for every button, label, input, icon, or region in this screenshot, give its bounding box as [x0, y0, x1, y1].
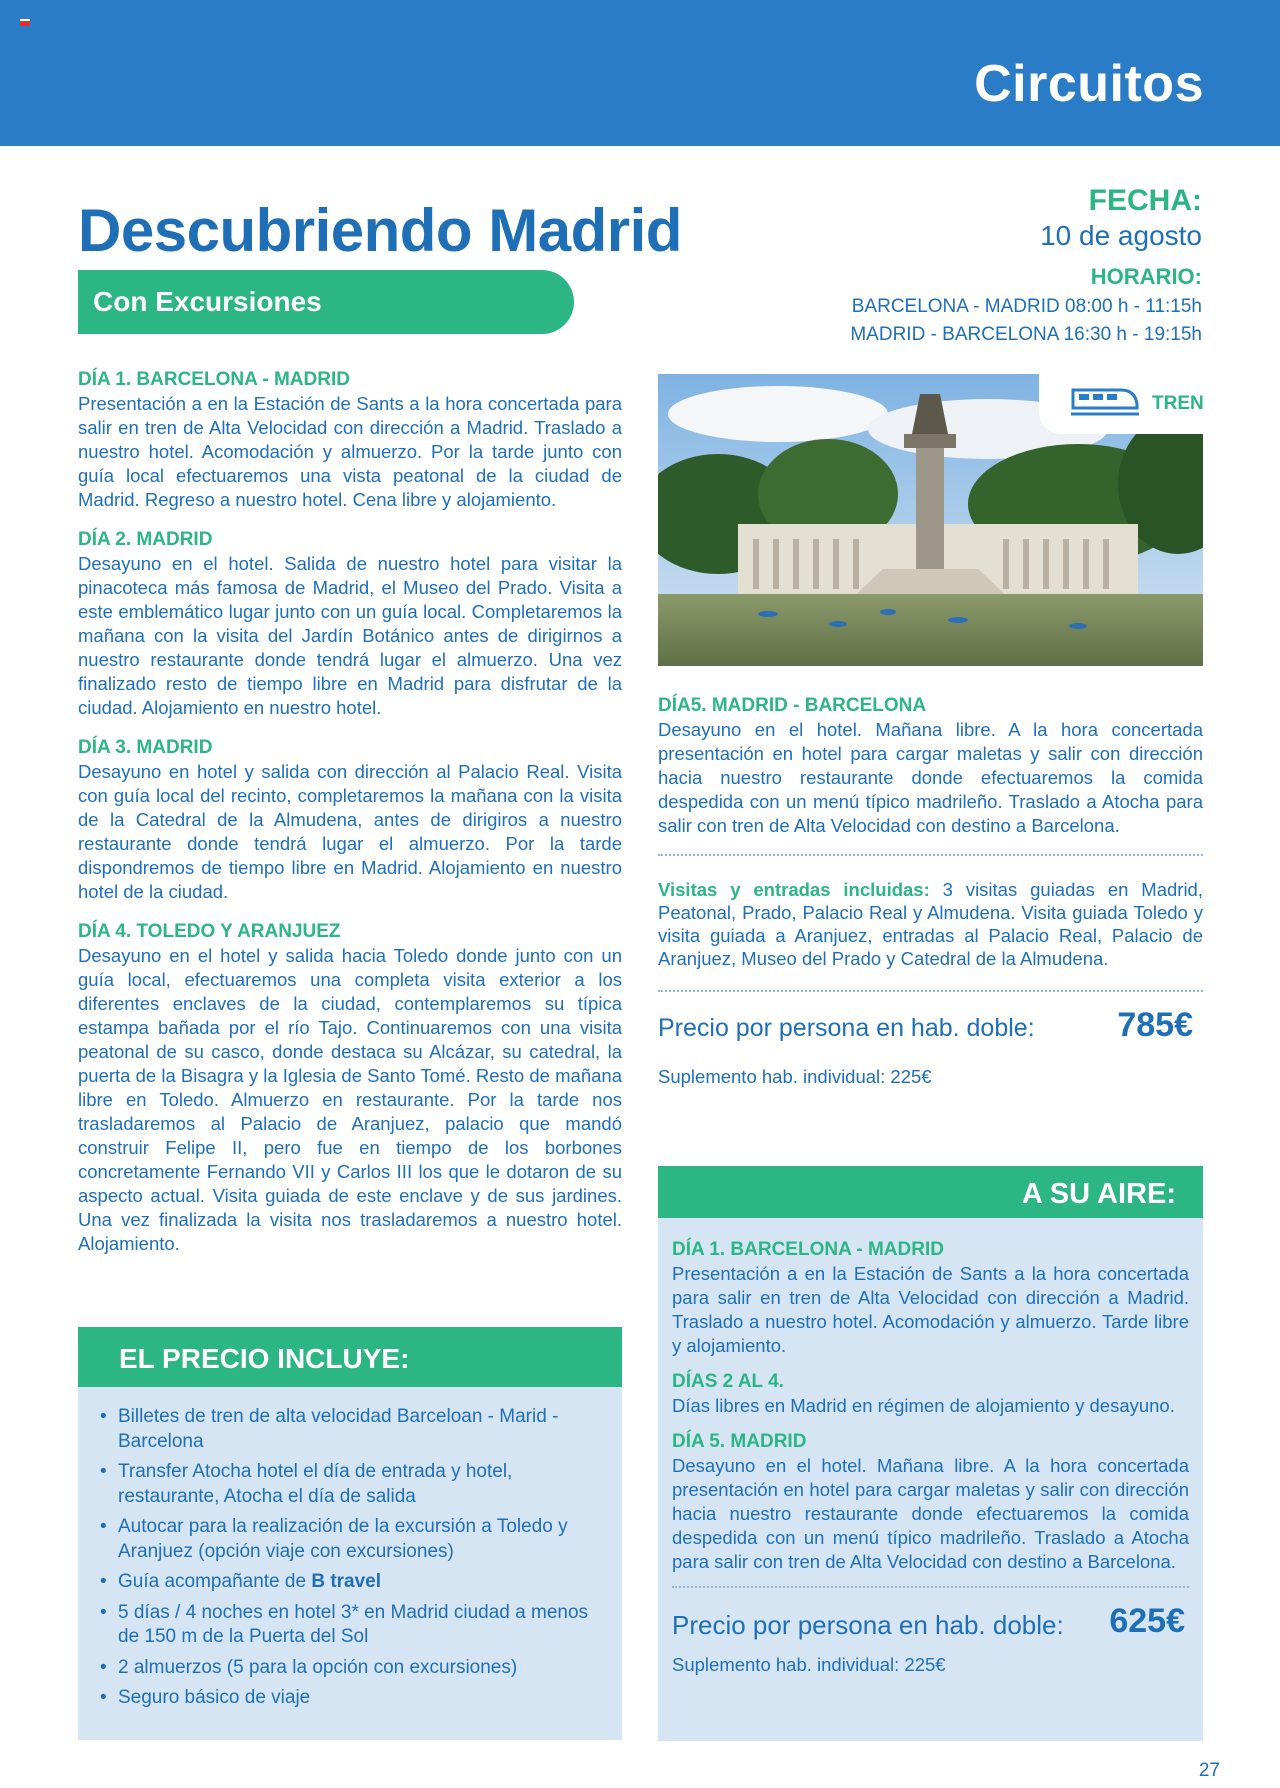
day-block	[672, 1370, 1189, 1418]
horario-line: BARCELONA - MADRID 08:00 h - 11:15h	[851, 296, 1202, 317]
a-su-aire-header	[658, 1166, 1203, 1218]
supplement-text: Suplemento hab. individual: 225€	[658, 1066, 932, 1087]
day-title: DÍAS 2 AL 4.	[672, 1371, 784, 1392]
visits-included	[658, 878, 1203, 970]
divider	[658, 854, 1203, 856]
flag-icon	[20, 19, 30, 26]
day-block	[672, 1238, 1189, 1358]
day-text: Desayuno en el hotel. Mañana libre. A la hora concertada presentación en hotel para cargar maletas y salir con dirección hacia nuestro restaurante donde efectuaremos la comida despedida con un menú típico madrileño. Traslado a Atocha para salir con tren de Alta Velocidad con destino a Barcelona.	[672, 1455, 1189, 1572]
price-includes-title: EL PRECIO INCLUYE:	[119, 1343, 410, 1374]
brand-name: B travel	[311, 1571, 382, 1592]
transport-label: TREN	[1152, 393, 1204, 414]
page-number: 27	[1198, 1760, 1220, 1781]
fecha-value: 10 de agosto	[1040, 220, 1202, 251]
price-label: Precio por persona en hab. doble:	[658, 1014, 1035, 1042]
day-text: Presentación a en la Estación de Sants a la hora concertada para salir en tren de Alta Velocidad con dirección a Madrid. Traslado a nuestro hotel. Acomodación y almuerzo. Por la tarde junto con guía local efectuaremos una vista peatonal de la ciudad de Madrid. Regreso a nuestro hotel. Cena libre y alojamiento.	[78, 393, 622, 510]
list-item: • 2 almuerzos (5 para la opción con excursiones)	[100, 1656, 612, 1681]
day-text: Desayuno en hotel y salida con dirección al Palacio Real. Visita con guía local del recinto, completaremos la mañana con la visita de la Catedral de la Almudena, antes de dirigiros a nuestro restaurante donde tendrá lugar el almuerzo. Por la tarde dispondremos de tiempo libre en Madrid. Alojamiento en nuestro hotel de la ciudad.	[78, 761, 622, 902]
price-includes-header	[78, 1327, 622, 1387]
list-item: • Billetes de tren de alta velocidad Barceloan - Marid - Barcelona	[100, 1405, 612, 1454]
list-item: • Seguro básico de viaje	[100, 1686, 612, 1711]
list-item: • Transfer Atocha hotel el día de entrada y hotel, restaurante, Atocha el día de salida	[100, 1460, 612, 1509]
price-label: Precio por persona en hab. doble:	[672, 1610, 1064, 1640]
price-amount: 625€	[1109, 1602, 1185, 1640]
horario-block	[850, 264, 1202, 346]
horario-label: HORARIO:	[1090, 264, 1202, 289]
day-block	[658, 694, 1203, 838]
day-block	[672, 1430, 1189, 1574]
day-block	[78, 736, 622, 904]
a-su-aire-panel	[658, 1166, 1203, 1741]
train-icon	[1069, 384, 1141, 418]
page-header	[0, 0, 1280, 146]
fecha-block	[1040, 184, 1202, 252]
divider	[658, 990, 1203, 992]
day-title: DÍA 3. MADRID	[78, 737, 213, 758]
transport-badge	[1039, 374, 1203, 434]
visits-text: 3 visitas guiadas en Madrid, Peatonal, Prado, Palacio Real y Almudena. Visita guiada Toledo y visita guiada a Aranjuez, entradas al Palacio Real, Palacio de Aranjuez, Museo del Prado y Catedral de la Almudena.	[658, 879, 1203, 969]
subtitle-banner	[78, 270, 574, 334]
list-item: • 5 días / 4 noches en hotel 3* en Madrid ciudad a menos de 150 m de la Puerta del Sol	[100, 1601, 612, 1650]
price-amount: 785€	[1117, 1006, 1193, 1044]
day-title: DÍA 1. BARCELONA - MADRID	[78, 369, 350, 390]
list-item-text: Guía acompañante de	[118, 1571, 312, 1592]
day-text: Días libres en Madrid en régimen de alojamiento y desayuno.	[672, 1395, 1175, 1416]
itinerary-right	[658, 694, 1203, 1088]
day-text: Desayuno en el hotel. Salida de nuestro hotel para visitar la pinacoteca más famosa de Madrid, el Museo del Prado. Visita a este emblemático lugar junto con un guía local. Completaremos la mañana con la visita del Jardín Botánico antes de dirigirnos a nuestro restaurante donde tendrá lugar el almuerzo. Una vez finalizado resto de tiempo libre en Madrid para disfrutar de la ciudad. Alojamiento en nuestro hotel.	[78, 553, 622, 718]
day-block	[78, 920, 622, 1256]
day-text: Desayuno en el hotel y salida hacia Toledo donde junto con un guía local, efectuaremos una completa visita exterior a los diferentes enclaves de la ciudad, contemplaremos su típica estampa bañada por el río Tajo. Continuaremos con una visita peatonal de su casco, donde destaca su Alcázar, su catedral, la puerta de la Bisagra y la Iglesia de Santo Tomé. Resto de mañana libre en Toledo. Almuerzo en restaurante. Por la tarde nos trasladaremos al Palacio de Aranjuez, palacio que mandó construir Felipe II, pero fue en tiempo de los borbones concretamente Fernando VII y Carlos III los que le dotaron de su aspecto actual. Visita guiada de este enclave y de sus jardines. Una vez finalizada la visita nos trasladaremos a nuestro hotel. Alojamiento.	[78, 945, 622, 1254]
price-includes-list	[78, 1387, 622, 1711]
day-text: Presentación a en la Estación de Sants a la hora concertada para salir en tren de Alta Velocidad con dirección a Madrid. Traslado a nuestro hotel. Acomodación y almuerzo. Tarde libre y alojamiento.	[672, 1263, 1189, 1356]
itinerary-left	[78, 368, 622, 1272]
price-row	[672, 1596, 1189, 1648]
horario-line: MADRID - BARCELONA 16:30 h - 19:15h	[850, 324, 1202, 345]
day-block	[78, 368, 622, 512]
day-title: DÍA5. MADRID - BARCELONA	[658, 695, 927, 716]
divider	[672, 1586, 1189, 1588]
day-title: DÍA 1. BARCELONA - MADRID	[672, 1239, 944, 1260]
subtitle-label: Con Excursiones	[93, 286, 322, 317]
page-title: Descubriendo Madrid	[78, 197, 682, 264]
price-includes-panel	[78, 1327, 622, 1740]
list-item	[100, 1570, 612, 1595]
day-title: DÍA 4. TOLEDO Y ARANJUEZ	[78, 921, 341, 942]
section-title: Circuitos	[974, 55, 1204, 113]
day-title: DÍA 2. MADRID	[78, 529, 213, 550]
list-item: • Autocar para la realización de la excursión a Toledo y Aranjuez (opción viaje con excursiones)	[100, 1515, 612, 1564]
day-block	[78, 528, 622, 720]
day-text: Desayuno en el hotel. Mañana libre. A la hora concertada presentación en hotel para cargar maletas y salir con dirección hacia nuestro restaurante donde efectuaremos la comida despedida con un menú típico madrileño. Traslado a Atocha para salir con tren de Alta Velocidad con destino a Barcelona.	[658, 719, 1203, 836]
visits-label: Visitas y entradas incluidas:	[658, 879, 930, 900]
supplement-text: Suplemento hab. individual: 225€	[672, 1654, 946, 1675]
a-su-aire-title: A SU AIRE:	[1021, 1178, 1176, 1210]
fecha-label: FECHA:	[1088, 184, 1202, 217]
day-title: DÍA 5. MADRID	[672, 1431, 807, 1452]
price-row	[658, 1000, 1203, 1052]
